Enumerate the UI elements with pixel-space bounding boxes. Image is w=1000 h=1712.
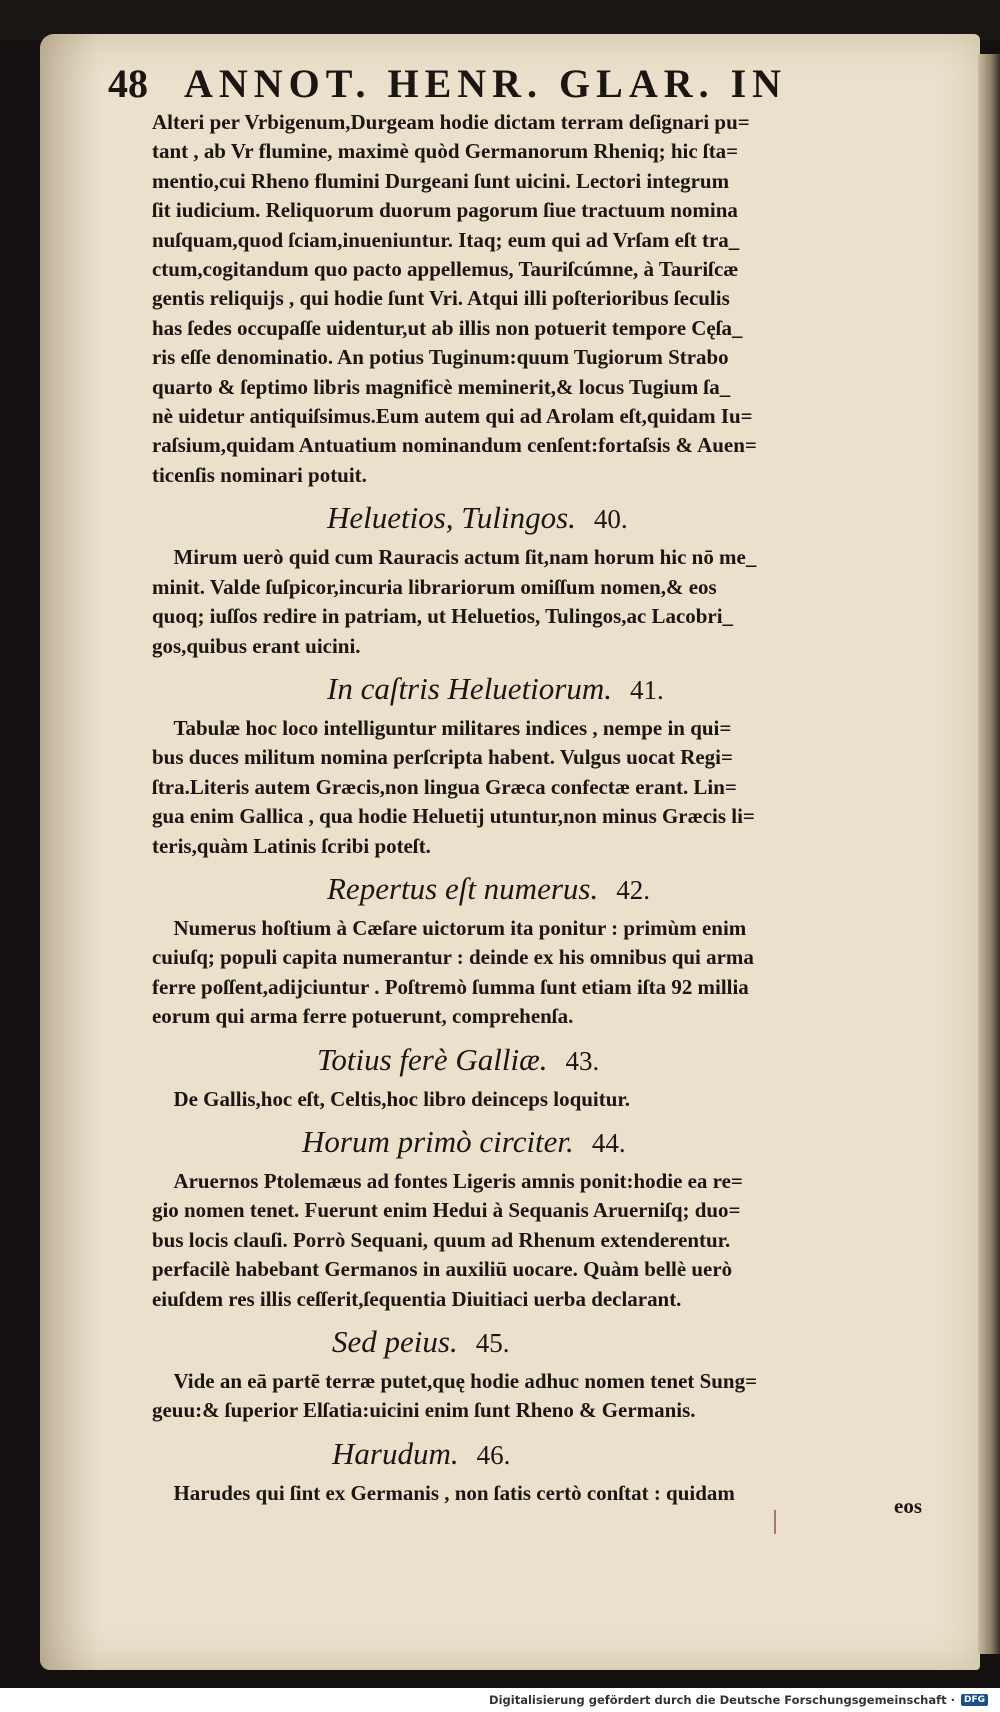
ink-mark (774, 1510, 776, 1534)
text-line: gua enim Gallica , qua hodie Heluetij utuntur,non minus Græcis li= (152, 804, 755, 829)
catchword: eos (894, 1494, 922, 1518)
text-line: geuu:& ſuperior Elſatia:uicini enim ſunt Rheno & Germanis. (152, 1398, 696, 1423)
page-edge (978, 54, 1000, 1654)
footer-credit: Digitalisierung gefördert durch die Deutsche Forschungsgemeinschaft · (489, 1693, 955, 1707)
note-number: 43. (565, 1045, 600, 1076)
text-line: Aruernos Ptolemæus ad fontes Ligeris amnis ponit:hodie ea re= (173, 1168, 743, 1193)
text-line: has ſedes occupaſſe uidentur,ut ab illis non potuerit tempore Cęſa_ (152, 315, 743, 340)
text-line: nuſquam,quod ſciam,inueniuntur. Itaq; eum qui ad Vrſam eſt tra_ (152, 227, 740, 252)
lemma-text: Horum primò circiter. (302, 1123, 574, 1159)
note-number: 46. (476, 1439, 511, 1470)
text-line: Alteri per Vrbigenum,Durgeam hodie dictam terram deſignari pu= (152, 110, 750, 134)
paragraph (152, 543, 952, 661)
note-number: 41. (630, 674, 664, 705)
text-line: ctum,cogitandum quo pacto appellemus, Tauriſcúmne, à Tauriſcæ (152, 257, 739, 282)
text-line: eiuſdem res illis ceſſerit,ſequentia Diuitiaci uerba declarant. (152, 1286, 682, 1311)
paragraph (152, 914, 952, 1032)
text-line: bus duces militum nomina perſcripta habent. Vulgus uocat Regi= (152, 745, 733, 770)
paragraph (152, 1085, 952, 1114)
text-line: bus locis clauſi. Porrò Sequani, quum ad Rhenum extenderentur. (152, 1227, 731, 1252)
digitization-footer (0, 1688, 1000, 1712)
lemma-text: Sed peius. (332, 1324, 458, 1359)
paragraph (152, 108, 952, 490)
text-line: nè uidetur antiquiſsimus.Eum autem qui ad Arolam eſt,quidam Iu= (152, 404, 753, 429)
lemma-heading (152, 1434, 952, 1475)
text-line: quoq; iuſſos redire in patriam, ut Heluetios, Tulingos,ac Lacobri_ (152, 604, 734, 629)
text-line: Harudes qui ſint ex Germanis , non ſatis certò conſtat : quidam (173, 1480, 735, 1505)
text-line: Tabulæ hoc loco intelliguntur militares indices , nempe in qui= (173, 715, 732, 740)
paragraph (152, 1479, 952, 1508)
text-line: gio nomen tenet. Fuerunt enim Hedui à Sequanis Aruerniſq; duo= (152, 1198, 741, 1223)
text-line: mentio,cui Rheno flumini Durgeani ſunt uicini. Lectori integrum (152, 168, 730, 193)
lemma-text: Repertus eſt numerus. (327, 870, 599, 906)
note-number: 40. (593, 504, 628, 535)
running-head: ANNOT. HENR. GLAR. IN (184, 61, 788, 106)
page-number: 48 (108, 61, 148, 106)
lemma-heading (152, 869, 952, 910)
lemma-heading (152, 1122, 952, 1163)
lemma-heading (152, 669, 952, 710)
lemma-text: Totius ferè Galliæ. (317, 1041, 548, 1077)
lemma-text: Heluetios, Tulingos. (327, 500, 576, 536)
paragraph (152, 1367, 952, 1426)
lemma-text: Harudum. (332, 1435, 459, 1471)
text-line: Vide an eā partē terræ putet,quę hodie adhuc nomen tenet Sung= (173, 1369, 758, 1393)
note-number: 44. (591, 1127, 626, 1158)
text-line: perfacilè habebant Germanos in auxiliū uocare. Quàm bellè uerò (152, 1257, 733, 1282)
paragraph (152, 1167, 952, 1314)
text-line: tant , ab Vr flumine, maximè quòd Germanorum Rheniq; hic ſta= (152, 139, 739, 164)
text-line: ferre poſſent,adijciuntur . Poſtremò ſumma ſunt etiam iſta 92 millia (152, 974, 749, 999)
text-line: eorum qui arma ferre potuerunt, comprehenſa. (152, 1004, 574, 1029)
text-line: minit. Valde ſuſpicor,incuria librariorum omiſſum nomen,& eos (152, 574, 717, 599)
note-number: 42. (616, 874, 650, 905)
paragraph (152, 714, 952, 861)
page-gutter-shadow (40, 34, 100, 1670)
text-line: gos,quibus erant uicini. (152, 633, 361, 658)
text-line: ſtra.Literis autem Græcis,non lingua Græca confectæ erant. Lin= (152, 774, 737, 799)
text-line: cuiuſq; populi capita numerantur : deinde ex his omnibus qui arma (152, 945, 754, 970)
text-line: ſit iudicium. Reliquorum duorum pagorum ſiue tractuum nomina (152, 198, 738, 223)
text-line: De Gallis,hoc eſt, Celtis,hoc libro deinceps loquitur. (173, 1086, 630, 1111)
text-line: Numerus hoſtium à Cæſare uictorum ita ponitur : primùm enim (173, 915, 747, 940)
text-line: quarto & ſeptimo libris magnificè meminerit,& locus Tugium ſa_ (152, 374, 731, 399)
lemma-heading (152, 1322, 952, 1363)
text-line: Mirum uerò quid cum Rauracis actum ſit,nam horum hic nō me_ (173, 545, 757, 570)
lemma-heading (152, 1040, 952, 1081)
note-number: 45. (475, 1328, 510, 1358)
dfg-logo: DFG (961, 1694, 988, 1706)
lemma-text: In caſtris Heluetiorum. (327, 670, 612, 706)
text-line: teris,quàm Latinis ſcribi poteſt. (152, 833, 431, 858)
text-line: ris eſſe denominatio. An potius Tuginum:quum Tugiorum Strabo (152, 345, 729, 370)
lemma-heading (152, 498, 952, 539)
text-line: gentis reliquijs , qui hodie ſunt Vri. Atqui illi poſterioribus ſeculis (152, 286, 730, 311)
text-line: raſsium,quidam Antuatium nominandum cenſent:fortaſsis & Auen= (152, 433, 757, 458)
page-text (152, 108, 952, 1508)
text-line: ticenſis nominari potuit. (152, 462, 367, 487)
